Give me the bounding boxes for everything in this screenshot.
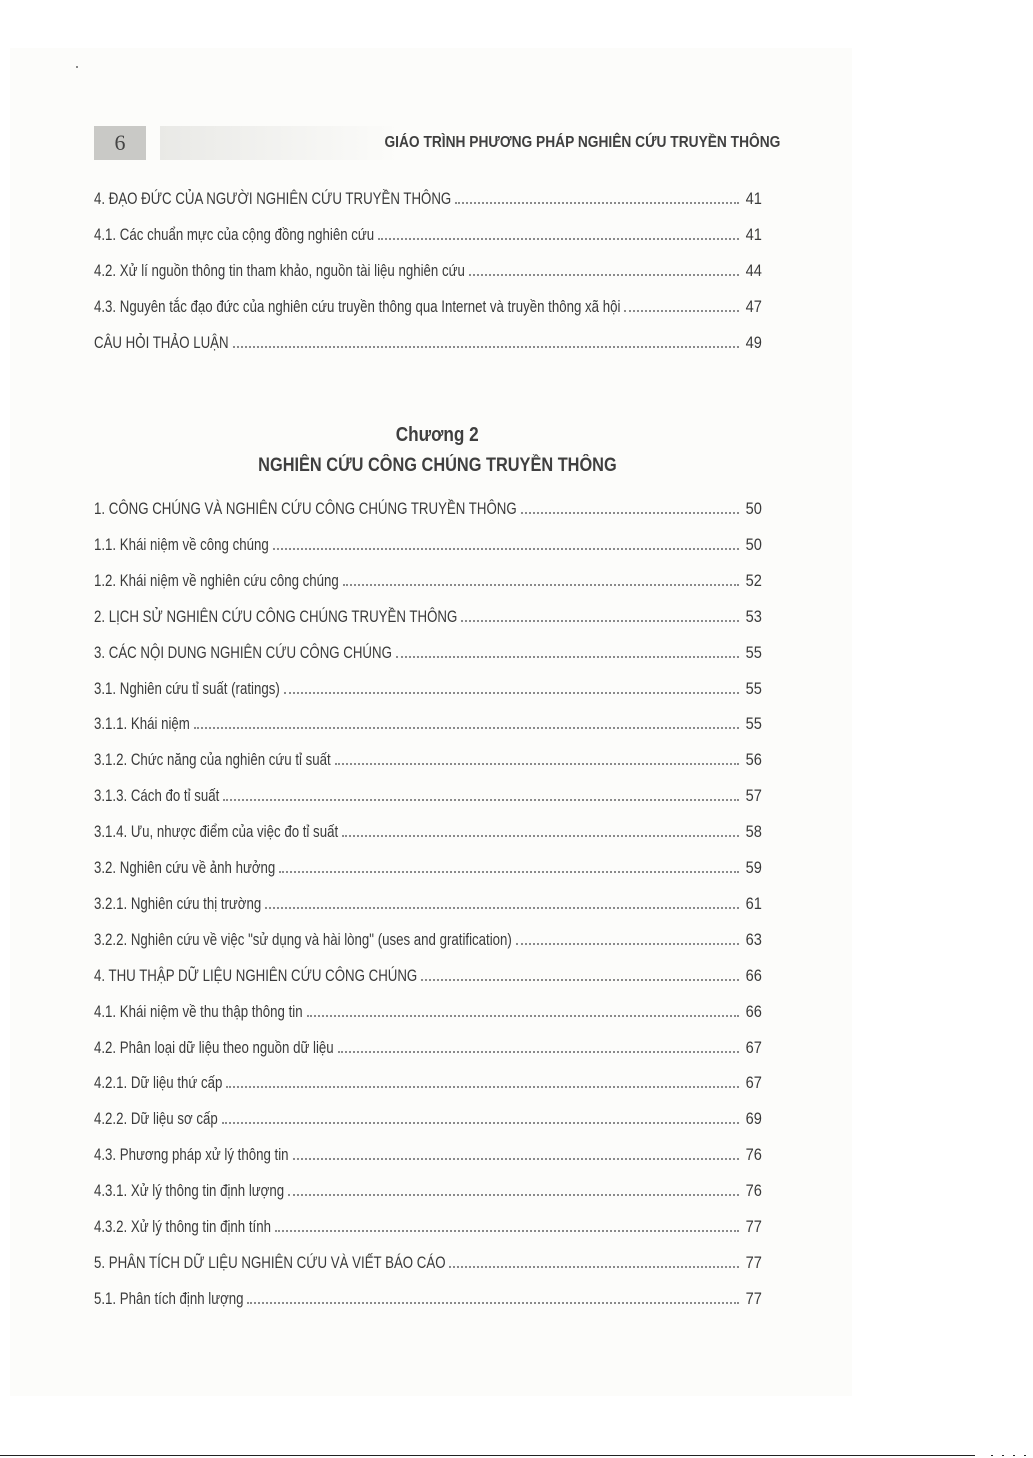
toc-dot-leader (247, 1302, 739, 1304)
toc-entry-page: 55 (745, 678, 762, 698)
toc-dot-leader (469, 274, 739, 276)
page-number: 6 (94, 126, 146, 160)
toc-dot-leader (421, 979, 739, 981)
toc-entry-label: 4.3. Nguyên tắc đạo đức của nghiên cứu truyền thông qua Internet và truyền thông xã hội (94, 296, 621, 316)
toc-entry-label: 3.1.1. Khái niệm (94, 714, 190, 734)
toc-entry-label: 4.2. Xử lí nguồn thông tin tham khảo, nguồn tài liệu nghiên cứu (94, 260, 465, 280)
bottom-rule (0, 1455, 975, 1456)
toc-entry (94, 225, 762, 251)
toc-entry (94, 1145, 762, 1171)
bottom-tick (991, 1455, 993, 1456)
toc-entry-page: 55 (745, 714, 762, 734)
toc-entry (94, 499, 762, 525)
toc-dot-leader (335, 763, 739, 765)
toc-entry-page: 58 (745, 822, 762, 842)
toc-dot-leader (279, 871, 739, 873)
toc-entry-label: 1.2. Khái niệm về nghiên cứu công chúng (94, 570, 339, 590)
toc-entry-page: 61 (745, 893, 762, 913)
toc-dot-leader (343, 584, 739, 586)
toc-entry-label: 1.1. Khái niệm về công chúng (94, 534, 269, 554)
toc-entry-label: 3.1.3. Cách đo tỉ suất (94, 786, 220, 806)
toc-dot-leader (293, 1158, 739, 1160)
toc-entry (94, 1109, 762, 1135)
toc-entry (94, 1073, 762, 1099)
toc-entry-label: CÂU HỎI THẢO LUẬN (94, 332, 229, 352)
bottom-tick (1024, 1455, 1026, 1456)
toc-dot-leader (273, 548, 739, 550)
toc-entry (94, 1038, 762, 1064)
bottom-tick (1002, 1455, 1004, 1456)
toc-entry (94, 261, 762, 287)
toc-entry-label: 4. THU THẬP DỮ LIỆU NGHIÊN CỨU CÔNG CHÚNG (94, 965, 418, 985)
toc-entry-label: 4. ĐẠO ĐỨC CỦA NGƯỜI NGHIÊN CỨU TRUYỀN THÔNG (94, 189, 452, 208)
toc-dot-leader (461, 620, 739, 622)
toc-entry-label: 4.1. Các chuẩn mực của cộng đồng nghiên cứu (94, 224, 375, 244)
toc-entry-page: 55 (745, 642, 762, 662)
toc-dot-leader (222, 1122, 739, 1124)
toc-entry-label: 3.2.2. Nghiên cứu về việc "sử dụng và hài lòng" (uses and gratification) (94, 929, 512, 949)
toc-entry-label: 3.1.2. Chức năng của nghiên cứu tỉ suất (94, 750, 331, 770)
toc-entry (94, 333, 762, 359)
toc-entry-label: 5. PHÂN TÍCH DỮ LIỆU NGHIÊN CỨU VÀ VIẾT BÁO CÁO (94, 1252, 446, 1272)
toc-dot-leader (194, 727, 739, 729)
toc-entry-label: 4.2.1. Dữ liệu thứ cấp (94, 1073, 223, 1093)
toc-dot-leader (516, 943, 739, 945)
page-header (94, 126, 780, 160)
chapter-number: Chương 2 (395, 424, 479, 446)
toc-entry-page: 41 (745, 224, 762, 244)
toc-dot-leader (378, 238, 739, 240)
toc-entry (94, 297, 762, 323)
toc-entry-page: 77 (745, 1217, 762, 1236)
toc-dot-leader (284, 692, 739, 694)
toc-entry-page: 66 (745, 1001, 762, 1021)
toc-entry (94, 858, 762, 884)
toc-dot-leader (396, 656, 739, 658)
toc-entry-page: 69 (745, 1109, 762, 1129)
toc-entry-label: 3.2. Nghiên cứu về ảnh hưởng (94, 858, 276, 877)
toc-dot-leader (624, 310, 739, 312)
toc-entry-label: 5.1. Phân tích định lượng (94, 1288, 244, 1308)
bottom-tick (1013, 1455, 1015, 1456)
toc-dot-leader (288, 1194, 739, 1196)
chapter-title: NGHIÊN CỨU CÔNG CHÚNG TRUYỀN THÔNG (257, 455, 617, 476)
toc-entry-page: 63 (745, 929, 762, 949)
toc-entry (94, 643, 762, 669)
toc-entry-page: 59 (745, 858, 762, 877)
toc-entry-label: 4.1. Khái niệm về thu thập thông tin (94, 1001, 303, 1021)
header-band (160, 126, 400, 160)
toc-entry-page: 49 (745, 332, 762, 352)
toc-entry-label: 4.3.2. Xử lý thông tin định tính (94, 1217, 271, 1236)
toc-entry-page: 52 (745, 570, 762, 590)
toc-entry-page: 57 (745, 786, 762, 806)
toc-entry-page: 77 (745, 1252, 762, 1272)
toc-entry (94, 894, 762, 920)
toc-entry-page: 41 (745, 189, 762, 208)
running-title: GIÁO TRÌNH PHƯƠNG PHÁP NGHIÊN CỨU TRUYỀN THÔNG (384, 134, 780, 151)
toc-entry-label: 4.2.2. Dữ liệu sơ cấp (94, 1109, 218, 1129)
toc-entry (94, 930, 762, 956)
toc-entry-label: 4.3.1. Xử lý thông tin định lượng (94, 1181, 285, 1201)
toc-entry-page: 67 (745, 1073, 762, 1093)
toc-entry (94, 1289, 762, 1315)
toc-dot-leader (521, 512, 739, 514)
toc-entry-label: 3.1.4. Ưu, nhược điểm của việc đo tỉ suất (94, 822, 339, 842)
toc-entry (94, 679, 762, 705)
toc-dot-leader (455, 202, 739, 204)
toc-dot-leader (307, 1015, 739, 1017)
toc-dot-leader (338, 1051, 739, 1053)
toc-entry-label: 3. CÁC NỘI DUNG NGHIÊN CỨU CÔNG CHÚNG (94, 642, 392, 662)
toc-entry (94, 750, 762, 776)
toc-entry (94, 1002, 762, 1028)
toc-entry (94, 1181, 762, 1207)
toc-entry-page: 76 (745, 1181, 762, 1201)
toc-entry (94, 966, 762, 992)
toc-entry-page: 50 (745, 499, 762, 518)
scan-speck (76, 66, 78, 68)
toc-entry-label: 4.2. Phân loại dữ liệu theo nguồn dữ liệu (94, 1037, 334, 1057)
toc-entry (94, 607, 762, 633)
toc-entry (94, 571, 762, 597)
toc-dot-leader (265, 907, 739, 909)
toc-entry-page: 77 (745, 1288, 762, 1308)
toc-entry-page: 76 (745, 1145, 762, 1165)
toc-entry-label: 3.2.1. Nghiên cứu thị trường (94, 893, 262, 913)
toc-dot-leader (342, 835, 739, 837)
toc-entry (94, 1253, 762, 1279)
toc-entry-page: 53 (745, 606, 762, 626)
toc-entry-page: 67 (745, 1037, 762, 1057)
toc-entry-label: 3.1. Nghiên cứu tỉ suất (ratings) (94, 678, 280, 698)
toc-dot-leader (233, 346, 740, 348)
toc-dot-leader (226, 1086, 739, 1088)
toc-entry (94, 189, 762, 215)
toc-entry-page: 66 (745, 965, 762, 985)
toc-entry-page: 50 (745, 534, 762, 554)
toc-dot-leader (449, 1266, 739, 1268)
toc-entry (94, 714, 762, 740)
toc-entry (94, 822, 762, 848)
toc-entry-page: 56 (745, 750, 762, 770)
toc-entry (94, 1217, 762, 1243)
toc-entry-page: 44 (745, 260, 762, 280)
toc-entry-page: 47 (745, 296, 762, 316)
toc-entry-label: 2. LỊCH SỬ NGHIÊN CỨU CÔNG CHÚNG TRUYỀN THÔNG (94, 606, 458, 626)
toc-dot-leader (223, 799, 739, 801)
toc-entry (94, 786, 762, 812)
toc-entry (94, 535, 762, 561)
toc-entry-label: 1. CÔNG CHÚNG VÀ NGHIÊN CỨU CÔNG CHÚNG TRUYỀN THÔNG (94, 499, 517, 518)
toc-dot-leader (275, 1230, 739, 1232)
toc-entry-label: 4.3. Phương pháp xử lý thông tin (94, 1145, 289, 1165)
